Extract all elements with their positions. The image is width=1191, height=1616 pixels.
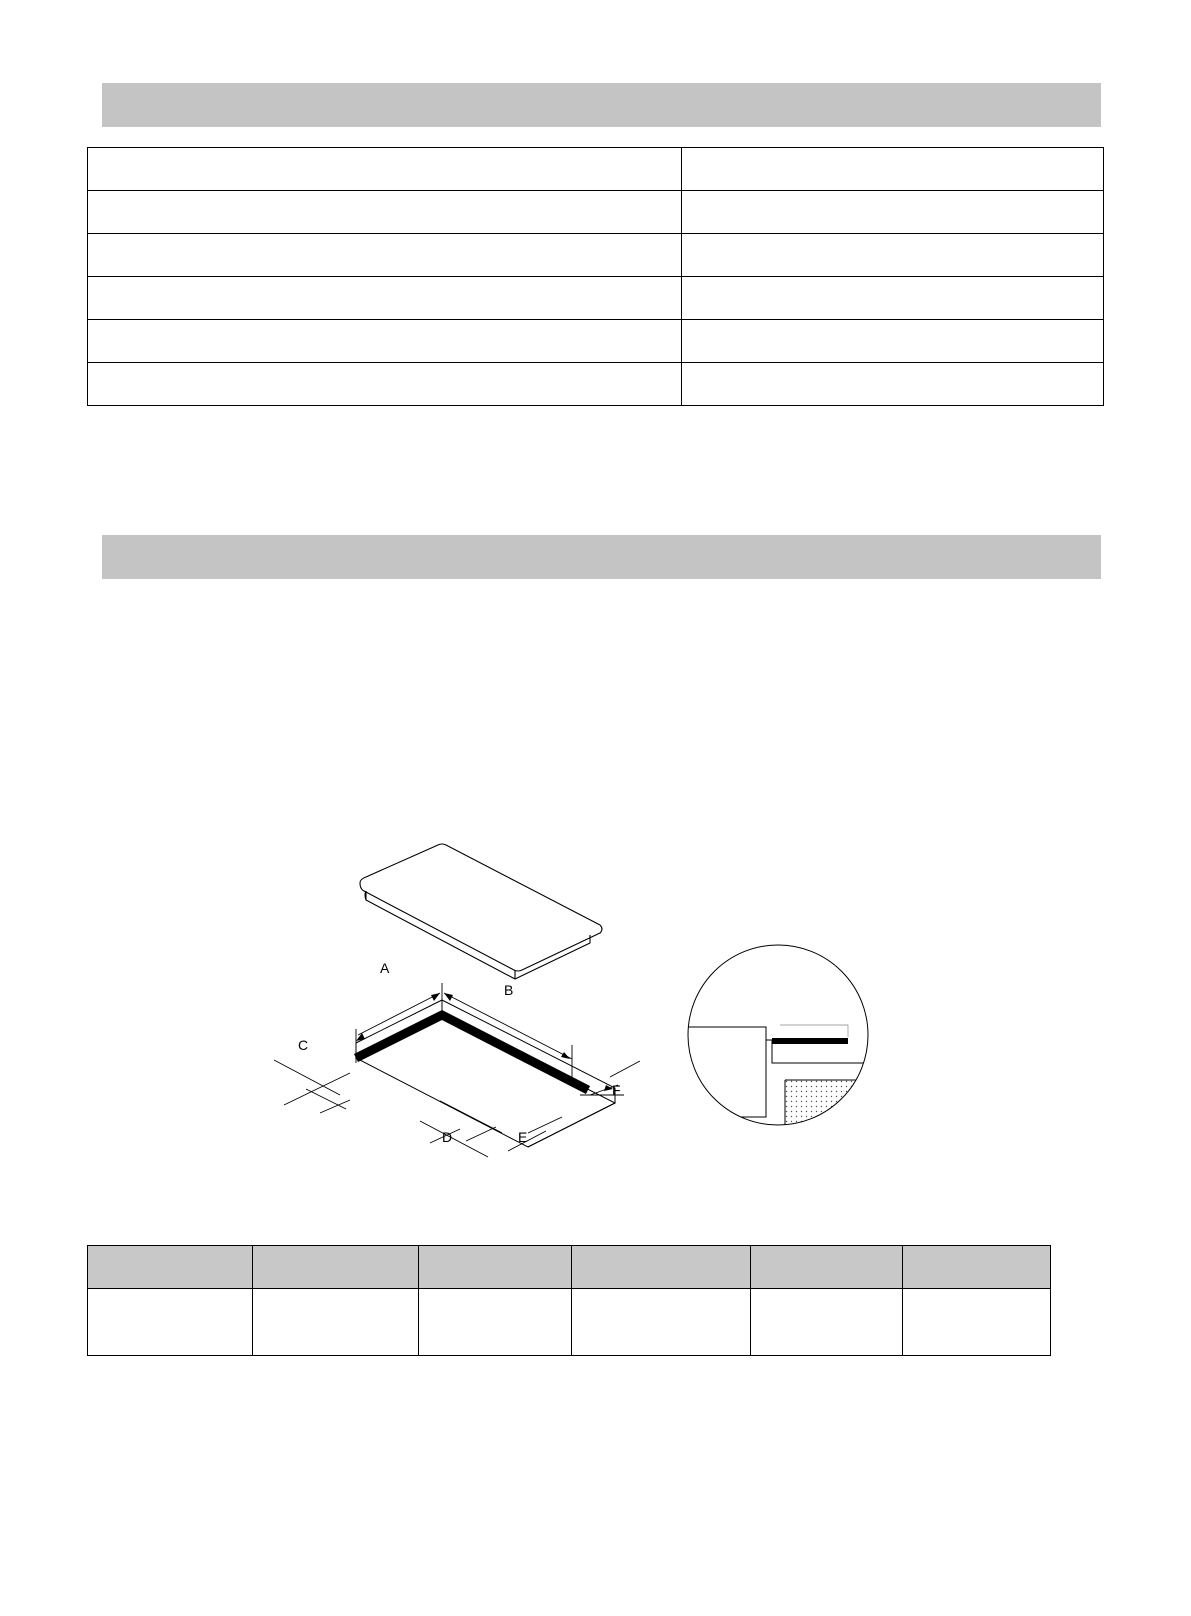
table-cell <box>418 1289 571 1356</box>
table-cell <box>682 234 1104 277</box>
specification-table <box>87 147 1104 406</box>
label-d: D <box>442 1129 453 1145</box>
column-header <box>902 1246 1050 1289</box>
column-header <box>88 1246 253 1289</box>
table-cell <box>88 277 682 320</box>
column-header <box>253 1246 418 1289</box>
table-header-row <box>88 1246 1051 1289</box>
section-header-bar <box>102 535 1101 579</box>
cutout-illustration <box>356 1000 615 1147</box>
cutout-seal-edge <box>356 1015 588 1090</box>
dimension-lines <box>274 983 640 1157</box>
table-cell <box>682 363 1104 406</box>
table-cell <box>682 320 1104 363</box>
column-header <box>571 1246 750 1289</box>
table-row <box>88 1289 1051 1356</box>
table-row <box>88 320 1104 363</box>
table-cell <box>253 1289 418 1356</box>
table-cell <box>902 1289 1050 1356</box>
table-cell <box>88 148 682 191</box>
table-cell <box>88 363 682 406</box>
column-header <box>418 1246 571 1289</box>
table-cell <box>682 277 1104 320</box>
label-f: F <box>612 1082 621 1098</box>
table-row <box>88 234 1104 277</box>
label-b: B <box>504 982 514 998</box>
table-cell <box>88 1289 253 1356</box>
table-row <box>88 148 1104 191</box>
table-cell <box>88 234 682 277</box>
column-header <box>751 1246 902 1289</box>
hob-illustration <box>360 844 602 979</box>
label-a: A <box>380 960 390 976</box>
hob-installation-diagram <box>270 835 910 1205</box>
table-row <box>88 191 1104 234</box>
table-row <box>88 363 1104 406</box>
label-e: E <box>518 1129 528 1145</box>
label-c: C <box>298 1037 309 1053</box>
table-row <box>88 277 1104 320</box>
table-cell <box>682 148 1104 191</box>
table-cell <box>751 1289 902 1356</box>
table-cell <box>88 191 682 234</box>
table-cell <box>682 191 1104 234</box>
table-cell <box>571 1289 750 1356</box>
dimension-table <box>87 1245 1051 1356</box>
table-cell <box>88 320 682 363</box>
detail-view <box>670 945 890 1200</box>
section-header-bar <box>102 83 1101 127</box>
